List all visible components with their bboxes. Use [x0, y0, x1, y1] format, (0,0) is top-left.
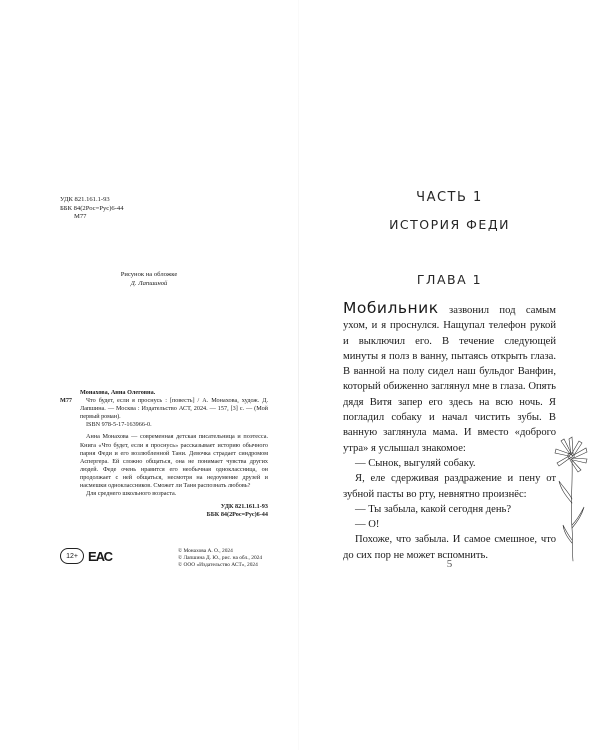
catalog-mark: М77 [60, 397, 73, 405]
certification-badges [60, 547, 113, 565]
catalog-isbn: ISBN 978-5-17-163966-0. [86, 421, 152, 429]
classification-codes [60, 196, 124, 222]
copyright-author: © Монахова А. О., 2024 [178, 548, 233, 554]
paragraph: — Сынок, выгуляй собаку. [355, 457, 476, 469]
paragraph: — Ты забыла, какой сегодня день? [355, 503, 512, 515]
udk-code: УДК 821.161.1-93 [60, 196, 110, 203]
imprint-page [0, 0, 298, 750]
catalog-annotation: Анна Монахова — современная детская писательница и поэтесса. Книга «Что будет, если я проснусь» рассказывает историю обычного парня Феди и его возлюбленной Тани. Девочка страдает синдромом Аспергера. Ей сложно общаться, она не понимает чувства других людей. Феде очень нравится его необычная одноклассница, он продолжает с ней общаться, несмотря на недоумение друзей и насмешки одноклассников. Сможет ли Таня распознать любовь? [80, 433, 268, 490]
flower-illustration-icon [551, 433, 591, 563]
page-number: 5 [446, 558, 453, 570]
chapter-body [343, 299, 556, 563]
catalog-entry [60, 397, 268, 498]
eac-mark-icon: ЕАС [87, 548, 113, 564]
author-mark: М77 [74, 213, 87, 221]
catalog-age-note: Для среднего школьного возраста. [86, 490, 177, 498]
paragraph: Похоже, что забыла. И самое смешное, что до сих пор не может вспомнить. [343, 534, 556, 561]
catalog-author: Монахова, Анна Олеговна. [80, 389, 156, 396]
bbk-code: ББК 84(2Рос=Рус)6-44 [60, 204, 124, 212]
paragraph: Мобильник зазвонил под самым ухом, и я проснулся. Нащупал телефон рукой и выключил его. В течение следующей минуты я полз в ванну, пытаясь открыть глаза. В ванной на полу сидел наш бульдог Ванфин, который обиженно заглянул мне в глаза. Опять дядя Витя запер его здесь на всю ночь. Я погладил собаку и начал чистить зубы. В ванную заглянула мама. И вместо «доброго утра» я услышал знакомое: [343, 299, 556, 454]
copyright-notices [178, 548, 262, 570]
cover-credit [0, 270, 298, 288]
paragraph: Я, еле сдерживая раздражение и пену от зубной пасты во рту, невнятно произнёс: [343, 473, 556, 500]
cover-credit-label: Рисунок на обложке [120, 271, 178, 278]
chapter-title: ГЛАВА 1 [416, 272, 483, 287]
copyright-illustrator: © Лапшина Д. Ю., рис. на обл., 2024 [178, 555, 263, 562]
classification-codes-bottom [60, 503, 268, 519]
udk-code-bottom: УДК 821.161.1-93 [220, 503, 268, 510]
catalog-record [60, 389, 268, 498]
catalog-description: Что будет, если я проснусь : [повесть] / А. Монахова, худож. Д. Лапшина. — Москва : Издательство АСТ, 2024. — 157, [3] с. — (Мой первый роман). [80, 397, 268, 421]
bbk-code-bottom: ББК 84(2Рос=Рус)6-44 [206, 511, 268, 519]
paragraph: — О! [355, 519, 380, 531]
copyright-publisher: © ООО «Издательство АСТ», 2024 [178, 562, 258, 569]
cover-artist: Д. Лапшиной [130, 280, 168, 287]
part-title: ЧАСТЬ 1 [416, 190, 483, 205]
dropcap-word: Мобильник [343, 299, 439, 317]
age-rating-badge: 12+ [60, 548, 84, 564]
chapter-page [299, 0, 600, 750]
story-title: ИСТОРИЯ ФЕДИ [389, 217, 510, 232]
